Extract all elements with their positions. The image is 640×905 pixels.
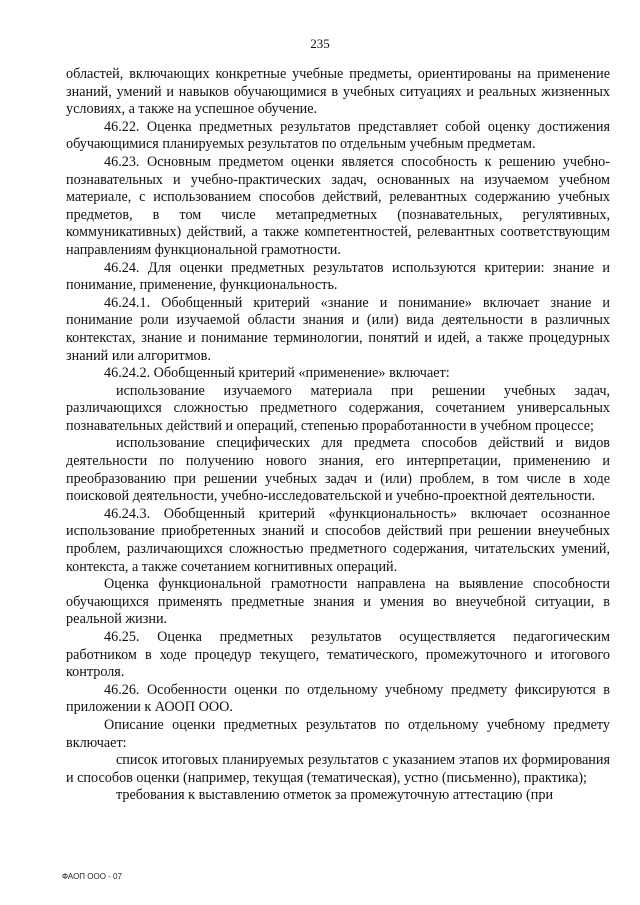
paragraph: 46.24. Для оценки предметных результатов используются критерии: знание и понимание, применение, функциональность. xyxy=(66,259,610,294)
paragraph: 46.24.1. Обобщенный критерий «знание и понимание» включает знание и понимание роли изучаемой области знания и (или) вида деятельности в различных контекстах, знание и понимание терминологии, понятий и идей, а также процедурных знаний или алгоритмов. xyxy=(66,294,610,364)
paragraph: 46.24.3. Обобщенный критерий «функциональность» включает осознанное использование приобретенных знаний и способов действий при решении внеучебных проблем, различающихся сложностью предметного содержания, читательских умений, контекста, а также сочетанием когнитивных операций. xyxy=(66,505,610,575)
paragraph: использование специфических для предмета способов действий и видов деятельности по получению нового знания, его интерпретации, применению и преобразованию при решении учебных задач и (или) проблем, в том числе в ходе поисковой деятельности, учебно-исследовательской и учебно-проектной деятельности. xyxy=(66,435,610,505)
document-body xyxy=(66,66,610,805)
page-number: 235 xyxy=(310,36,330,51)
paragraph: 46.23. Основным предметом оценки является способность к решению учебно-познавательных и учебно-практических задач, основанных на изучаемом учебном материале, с использованием способов действий, релевантных содержанию учебных предметов, в том числе метапредметных (познавательных, регулятивных, коммуникативных) действий, а также компетентностей, релевантных соответствующим направлениям функциональной грамотности. xyxy=(66,153,610,258)
document-footer: ФАОП ООО - 07 xyxy=(62,872,122,881)
paragraph: 46.24.2. Обобщенный критерий «применение» включает: xyxy=(104,365,450,382)
paragraph: требования к выставлению отметок за промежуточную аттестацию (при xyxy=(116,787,554,804)
paragraph: список итоговых планируемых результатов с указанием этапов их формирования и способов оценки (например, текущая (тематическая), устно (письменно), практика); xyxy=(66,752,610,786)
paragraph: областей, включающих конкретные учебные предметы, ориентированы на применение знаний, умений и навыков обучающимися в учебных ситуациях и реальных жизненных условиях, а также на успешное обучение. xyxy=(66,66,610,118)
paragraph: 46.26. Особенности оценки по отдельному учебному предмету фиксируются в приложении к АООП ООО. xyxy=(66,681,610,716)
paragraph: Оценка функциональной грамотности направлена на выявление способности обучающихся применять предметные знания и умения во внеучебной ситуации, в реальной жизни. xyxy=(66,576,610,628)
paragraph: 46.25. Оценка предметных результатов осуществляется педагогическим работником в ходе процедур текущего, тематического, промежуточного и итогового контроля. xyxy=(66,629,610,681)
paragraph: Описание оценки предметных результатов по отдельному учебному предмету включает: xyxy=(66,716,610,751)
paragraph: 46.22. Оценка предметных результатов представляет собой оценку достижения обучающимися планируемых результатов по отдельным учебным предметам. xyxy=(66,118,610,153)
paragraph: использование изучаемого материала при решении учебных задач, различающихся сложностью предметного содержания, сочетанием универсальных познавательных действий и операций, степенью проработанности в учебном процессе; xyxy=(66,382,610,434)
